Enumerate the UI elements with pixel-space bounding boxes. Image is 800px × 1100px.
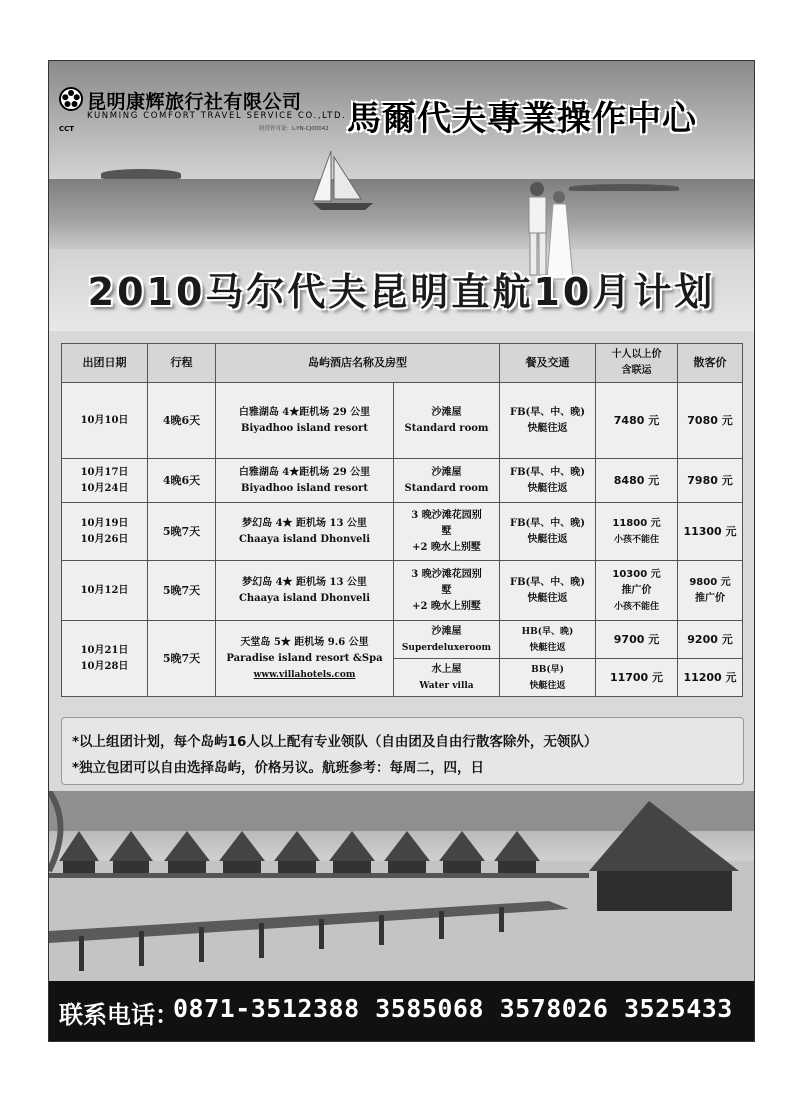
plan-table-wrapper <box>61 343 742 697</box>
hotel-name-en: Paradise island resort &Spa <box>226 652 383 664</box>
meals-cell <box>500 621 596 659</box>
hotel-name-en: Biyadhoo island resort <box>241 482 368 494</box>
room-line: 墅 <box>441 525 452 537</box>
date-value: 10月10日 <box>80 414 129 426</box>
hotel-name-cn: 梦幻岛 4★ 距机场 13 公里 <box>242 576 367 588</box>
col-header-group-price <box>596 344 678 383</box>
itinerary-cell: 5晚7天 <box>148 561 216 621</box>
note-line: *独立包团可以自由选择岛屿，价格另议。航班参考：每周二，四，日 <box>72 760 485 776</box>
transport: 快艇往返 <box>529 680 566 691</box>
room-type-en: Standard room <box>404 422 489 434</box>
col-header-meals: 餐及交通 <box>500 344 596 383</box>
hotel-cell <box>216 383 394 459</box>
date-cell <box>62 459 148 503</box>
meals-cell <box>500 503 596 561</box>
room-type-cn: 沙滩屋 <box>431 466 462 478</box>
note-line: *以上组团计划，每个岛屿16人以上配有专业领队（自由团及自由行散客除外，无领队） <box>72 734 598 750</box>
room-line: 3 晚沙滩花园别 <box>411 568 482 580</box>
meal-plan: FB(早、中、晚) <box>509 517 585 529</box>
meal-plan: BB(早) <box>531 664 564 675</box>
single-price-cell: 9200 元 <box>678 621 743 659</box>
group-price-value: 11800 元 <box>612 517 661 529</box>
group-price-header-line1: 十人以上价 <box>611 349 662 360</box>
contact-label: 联系电话： <box>59 1001 179 1029</box>
hotel-name-en: Biyadhoo island resort <box>241 422 368 434</box>
date-value: 10月12日 <box>80 584 129 596</box>
table-row <box>62 561 743 621</box>
group-price-note: 小孩不能住 <box>613 534 659 545</box>
col-header-hotel: 岛屿酒店名称及房型 <box>216 344 500 383</box>
table-row <box>62 383 743 459</box>
itinerary-cell: 4晚6天 <box>148 459 216 503</box>
flower-logo-icon <box>59 87 83 111</box>
hotel-cell <box>216 621 394 697</box>
water-villa-image <box>49 791 754 981</box>
date-cell <box>62 621 148 697</box>
promo-label: 推广价 <box>695 592 725 604</box>
water-villa-illustration <box>49 791 754 981</box>
room-type-cn: 沙滩屋 <box>431 406 462 418</box>
room-type-cn: 沙滩屋 <box>431 625 462 637</box>
single-price-cell: 11300 元 <box>678 503 743 561</box>
date-cell <box>62 561 148 621</box>
distant-island <box>101 169 181 179</box>
company-name-en: KUNMING COMFORT TRAVEL SERVICE CO.,LTD. <box>87 111 347 121</box>
room-line: +2 晚水上别墅 <box>412 541 481 553</box>
room-line: 墅 <box>441 584 452 596</box>
room-cell <box>394 621 500 659</box>
group-price-value: 10300 元 <box>612 568 661 580</box>
group-price-cell <box>596 503 678 561</box>
itinerary-cell: 5晚7天 <box>148 503 216 561</box>
hotel-cell <box>216 503 394 561</box>
date-cell <box>62 503 148 561</box>
meal-plan: FB(早、中、晚) <box>509 466 585 478</box>
room-cell <box>394 503 500 561</box>
meals-cell <box>500 459 596 503</box>
transport: 快艇往返 <box>527 482 568 494</box>
contact-phone-numbers[interactable]: 0871-3512388 3585068 3578026 3525433 <box>173 994 733 1023</box>
meals-cell <box>500 383 596 459</box>
hotel-name-en: Chaaya island Dhonveli <box>238 592 371 604</box>
meals-cell <box>500 659 596 697</box>
hotel-name-cn: 天堂岛 5★ 距机场 9.6 公里 <box>240 636 369 648</box>
promo-label: 推广价 <box>621 584 652 596</box>
group-price-cell: 7480 元 <box>596 383 678 459</box>
hotel-cell <box>216 561 394 621</box>
date-value: 10月28日 <box>80 660 129 672</box>
group-price-cell <box>596 561 678 621</box>
meal-plan: HB(早、晚) <box>521 626 574 637</box>
room-cell <box>394 659 500 697</box>
hotel-cell <box>216 459 394 503</box>
col-header-single-price: 散客价 <box>678 344 743 383</box>
meal-plan: FB(早、中、晚) <box>509 576 585 588</box>
date-value: 10月24日 <box>80 482 129 494</box>
single-price-cell: 7080 元 <box>678 383 743 459</box>
group-price-note: 小孩不能住 <box>613 601 659 612</box>
room-line: +2 晚水上别墅 <box>412 600 481 612</box>
hotel-name-cn: 白雅湖岛 4★距机场 29 公里 <box>238 406 371 418</box>
room-type-cn: 水上屋 <box>431 663 462 675</box>
single-price-cell: 7980 元 <box>678 459 743 503</box>
hotel-website-link[interactable]: www.villahotels.com <box>253 669 356 680</box>
room-cell <box>394 459 500 503</box>
table-row <box>62 503 743 561</box>
col-header-itinerary: 行程 <box>148 344 216 383</box>
group-price-cell: 8480 元 <box>596 459 678 503</box>
hotel-name-en: Chaaya island Dhonveli <box>238 533 371 545</box>
company-abbr: CCT <box>59 125 75 133</box>
date-value: 10月17日 <box>80 466 129 478</box>
date-value: 10月21日 <box>80 644 129 656</box>
room-type-en: Superdeluxeroom <box>401 642 492 653</box>
transport: 快艇往返 <box>527 533 568 545</box>
hotel-name-cn: 梦幻岛 4★ 距机场 13 公里 <box>242 517 367 529</box>
license-number: 经营许可证：L-YN-CJ00042 <box>259 126 329 132</box>
company-name-cn: 昆明康辉旅行社有限公司 <box>87 91 302 113</box>
room-cell <box>394 383 500 459</box>
room-line: 3 晚沙滩花园别 <box>411 509 482 521</box>
table-header-row <box>62 344 743 383</box>
itinerary-cell: 5晚7天 <box>148 621 216 697</box>
date-cell <box>62 383 148 459</box>
transport: 快艇往返 <box>527 422 568 434</box>
date-value: 10月19日 <box>80 517 129 529</box>
room-type-en: Water villa <box>419 680 474 691</box>
table-row <box>62 621 743 659</box>
meal-plan: FB(早、中、晚) <box>509 406 585 418</box>
company-logo <box>59 87 349 147</box>
single-price-cell: 11200 元 <box>678 659 743 697</box>
group-price-cell: 9700 元 <box>596 621 678 659</box>
date-value: 10月26日 <box>80 533 129 545</box>
plan-table <box>61 343 743 697</box>
hotel-name-cn: 白雅湖岛 4★距机场 29 公里 <box>238 466 371 478</box>
contact-bar <box>49 981 754 1041</box>
transport: 快艇往返 <box>527 592 568 604</box>
meals-cell <box>500 561 596 621</box>
single-price-cell <box>678 561 743 621</box>
center-title: 馬爾代夫專業操作中心 <box>347 99 697 139</box>
hero-beach-image <box>49 61 754 331</box>
page-title: 2010马尔代夫昆明直航10月计划 <box>87 270 716 314</box>
table-row <box>62 459 743 503</box>
room-cell <box>394 561 500 621</box>
notes-box <box>61 717 744 785</box>
transport: 快艇往返 <box>529 642 566 653</box>
room-type-en: Standard room <box>404 482 489 494</box>
sailboat-icon <box>309 149 379 213</box>
travel-poster <box>48 60 755 1042</box>
itinerary-cell: 4晚6天 <box>148 383 216 459</box>
single-price-value: 9800 元 <box>689 576 731 588</box>
group-price-cell: 11700 元 <box>596 659 678 697</box>
group-price-header-line2: 含联运 <box>621 365 652 376</box>
col-header-date: 出团日期 <box>62 344 148 383</box>
